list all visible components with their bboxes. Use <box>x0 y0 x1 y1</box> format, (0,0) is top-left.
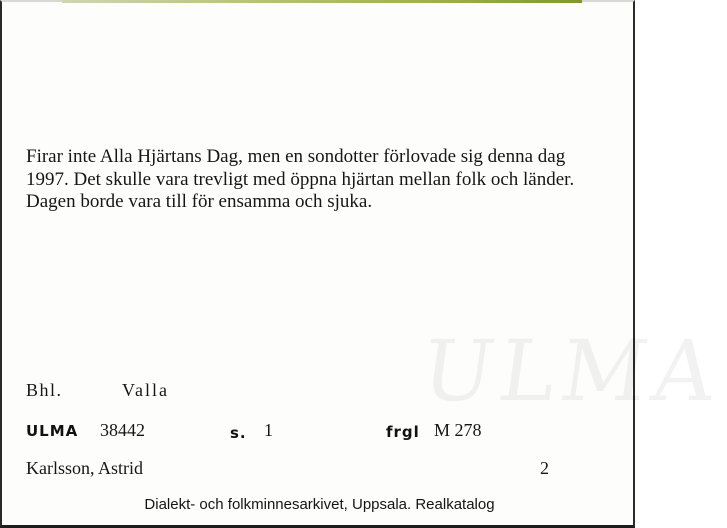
faint-watermark-stamp: ULMA <box>415 322 727 420</box>
top-accent-stripe <box>62 0 582 3</box>
bhl-value: Valla <box>122 380 169 400</box>
ulma-label: ULMA <box>26 422 79 440</box>
page-value: 1 <box>264 420 273 440</box>
page-label: s. <box>230 424 247 442</box>
frgl-value: M 278 <box>434 420 482 440</box>
archive-footer: Dialekt- och folkminnesarkivet, Uppsala. Realkatalog <box>144 496 495 513</box>
card-number: 2 <box>540 458 549 478</box>
bhl-label: Bhl. <box>26 380 63 400</box>
frgl-label: frgl <box>386 423 420 441</box>
informant-name: Karlsson, Astrid <box>26 458 143 478</box>
ulma-value: 38442 <box>100 420 145 440</box>
note-text: Firar inte Alla Hjärtans Dag, men en sondotter förlovade sig denna dag 1997. Det skulle vara trevligt med öppna hjärtan mellan folk och länder. Dagen borde vara till för ensamma och sjuka. <box>26 146 575 212</box>
